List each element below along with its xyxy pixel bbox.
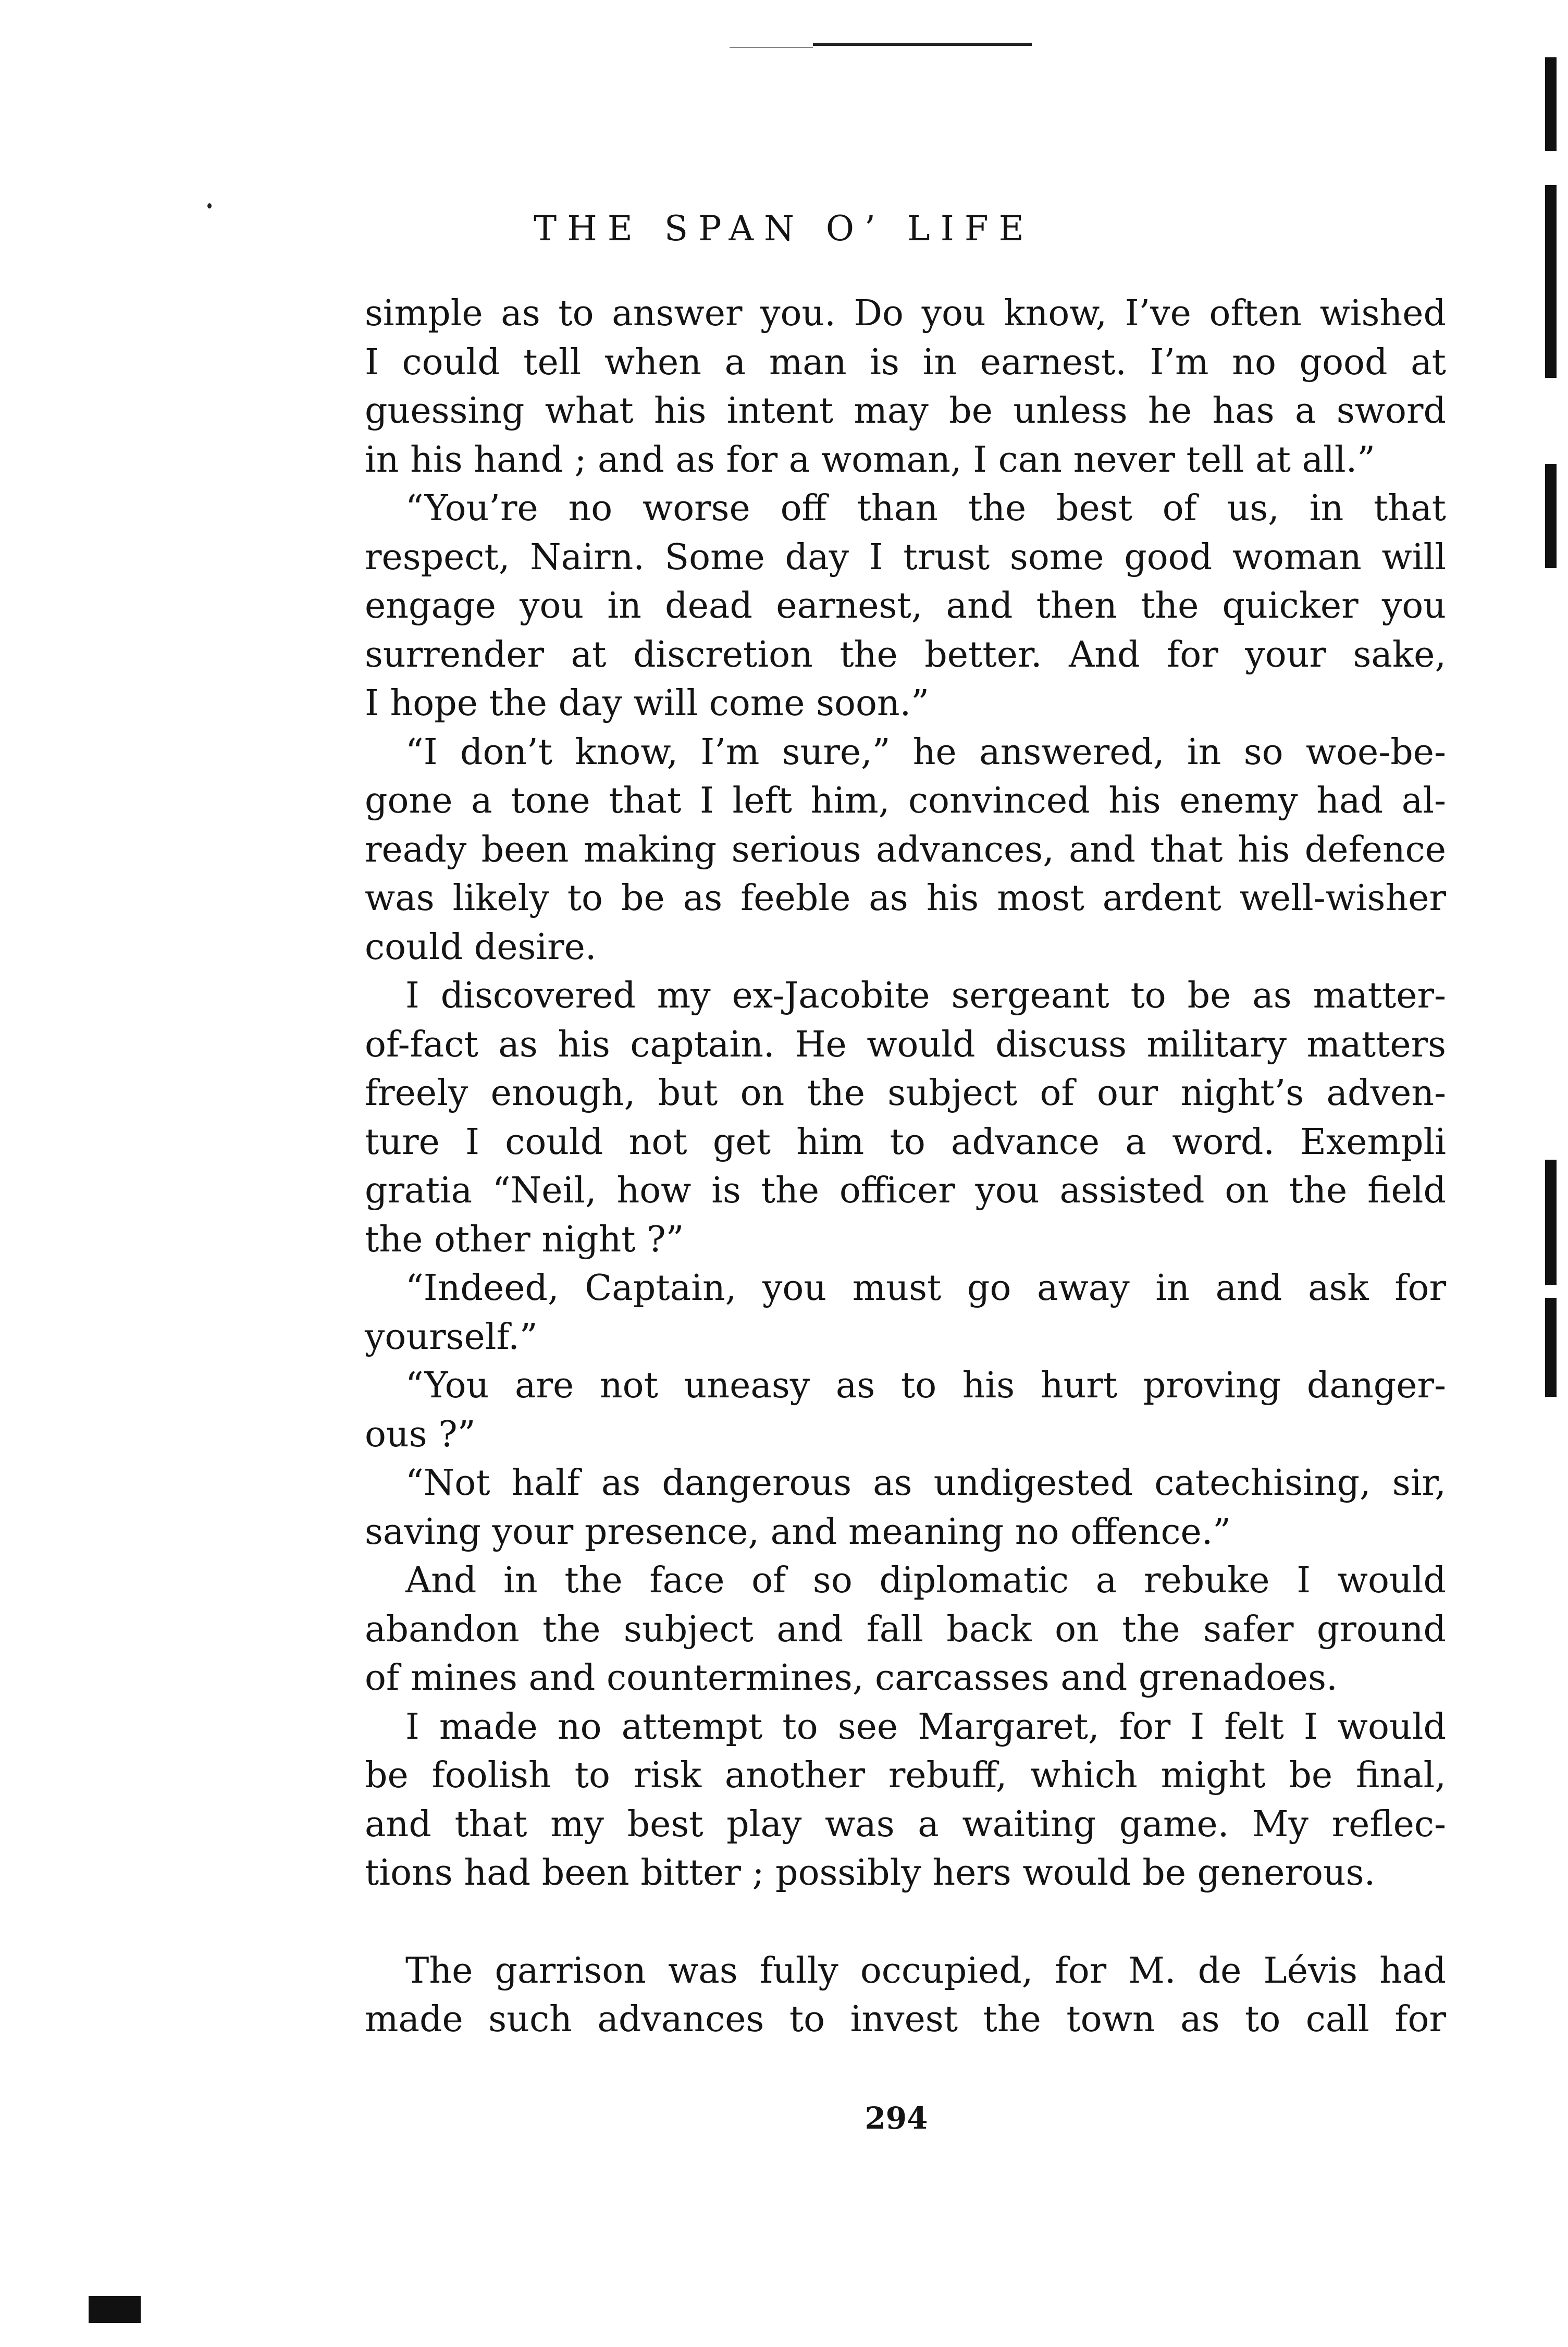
text-line: ture I could not get him to advance a word. Exempli: [365, 1121, 1446, 1163]
text-line: of-fact as his captain. He would discuss military matters: [365, 1024, 1446, 1065]
text-line: “You’re no worse off than the best of us, in that: [405, 488, 1446, 529]
text-line: be foolish to risk another rebuff, which might be final,: [365, 1755, 1446, 1796]
text-line: I hope the day will come soon.”: [365, 683, 930, 724]
running-title: THE SPAN O’ LIFE: [534, 208, 1034, 249]
text-line: I made no attempt to see Margaret, for I felt I would: [405, 1706, 1446, 1748]
text-line: “Not half as dangerous as undigested catechising, sir,: [405, 1463, 1446, 1504]
text-line: ous ?”: [365, 1414, 476, 1455]
paragraph: [365, 1947, 1446, 2044]
text-line: in his hand ; and as for a woman, I can never tell at all.”: [365, 439, 1376, 481]
paragraph: [365, 1703, 1446, 1898]
text-line: gone a tone that I left him, convinced his enemy had al-: [365, 780, 1446, 821]
text-line: freely enough, but on the subject of our night’s adven-: [365, 1073, 1446, 1114]
text-line: And in the face of so diplomatic a rebuke I would: [405, 1560, 1446, 1601]
paragraph: [365, 484, 1446, 728]
section-break: [365, 1898, 1446, 1947]
scan-speck: [207, 203, 212, 208]
text-line: gratia “Neil, how is the officer you assisted on the field: [365, 1170, 1446, 1211]
text-line: The garrison was fully occupied, for M. de Lévis had: [405, 1950, 1446, 1992]
text-line: I discovered my ex-Jacobite sergeant to be as matter-: [405, 975, 1446, 1016]
text-line: guessing what his intent may be unless he has a sword: [365, 390, 1446, 432]
paragraph: [365, 972, 1446, 1264]
text-line: tions had been bitter ; possibly hers would be generous.: [365, 1852, 1376, 1894]
scan-artifact-rule: [813, 43, 1032, 46]
text-line: engage you in dead earnest, and then the quicker you: [365, 585, 1446, 626]
text-line: and that my best play was a waiting game. My reflec-: [365, 1803, 1446, 1845]
paragraph: [365, 1264, 1446, 1361]
scan-edge-bar-4: [1545, 1160, 1557, 1285]
text-line: the other night ?”: [365, 1219, 684, 1260]
text-line: ready been making serious advances, and that his defence: [365, 829, 1446, 870]
text-line: respect, Nairn. Some day I trust some good woman will: [365, 536, 1446, 578]
text-line: “I don’t know, I’m sure,” he answered, in so woe-be-: [405, 731, 1446, 773]
paragraph: [365, 728, 1446, 972]
text-line: I could tell when a man is in earnest. I’m no good at: [365, 341, 1446, 383]
body-text: [365, 289, 1446, 2044]
text-line: made such advances to invest the town as to call for: [365, 1999, 1446, 2040]
paragraph: [365, 1361, 1446, 1459]
text-line: “Indeed, Captain, you must go away in and ask for: [405, 1268, 1446, 1309]
scan-edge-bar-3: [1545, 464, 1557, 568]
text-line: saving your presence, and meaning no offence.”: [365, 1511, 1231, 1553]
paragraph: [365, 1556, 1446, 1703]
paragraph: [365, 1459, 1446, 1556]
text-line: could desire.: [365, 926, 597, 968]
page-number: 294: [865, 2100, 928, 2136]
text-line: of mines and countermines, carcasses and grenadoes.: [365, 1657, 1338, 1699]
text-line: abandon the subject and fall back on the safer ground: [365, 1608, 1446, 1650]
scan-corner-block: [89, 2296, 141, 2323]
text-line: surrender at discretion the better. And for your sake,: [365, 634, 1446, 675]
text-line: “You are not uneasy as to his hurt proving danger-: [405, 1365, 1446, 1406]
text-line: yourself.”: [365, 1316, 538, 1358]
scan-edge-bar-1: [1545, 57, 1557, 151]
paragraph: [365, 289, 1446, 484]
scan-edge-bar-5: [1545, 1298, 1557, 1397]
scan-artifact-rule-faint: [730, 47, 813, 48]
text-line: simple as to answer you. Do you know, I’ve often wished: [365, 293, 1446, 334]
text-line: was likely to be as feeble as his most ardent well-wisher: [365, 878, 1446, 919]
